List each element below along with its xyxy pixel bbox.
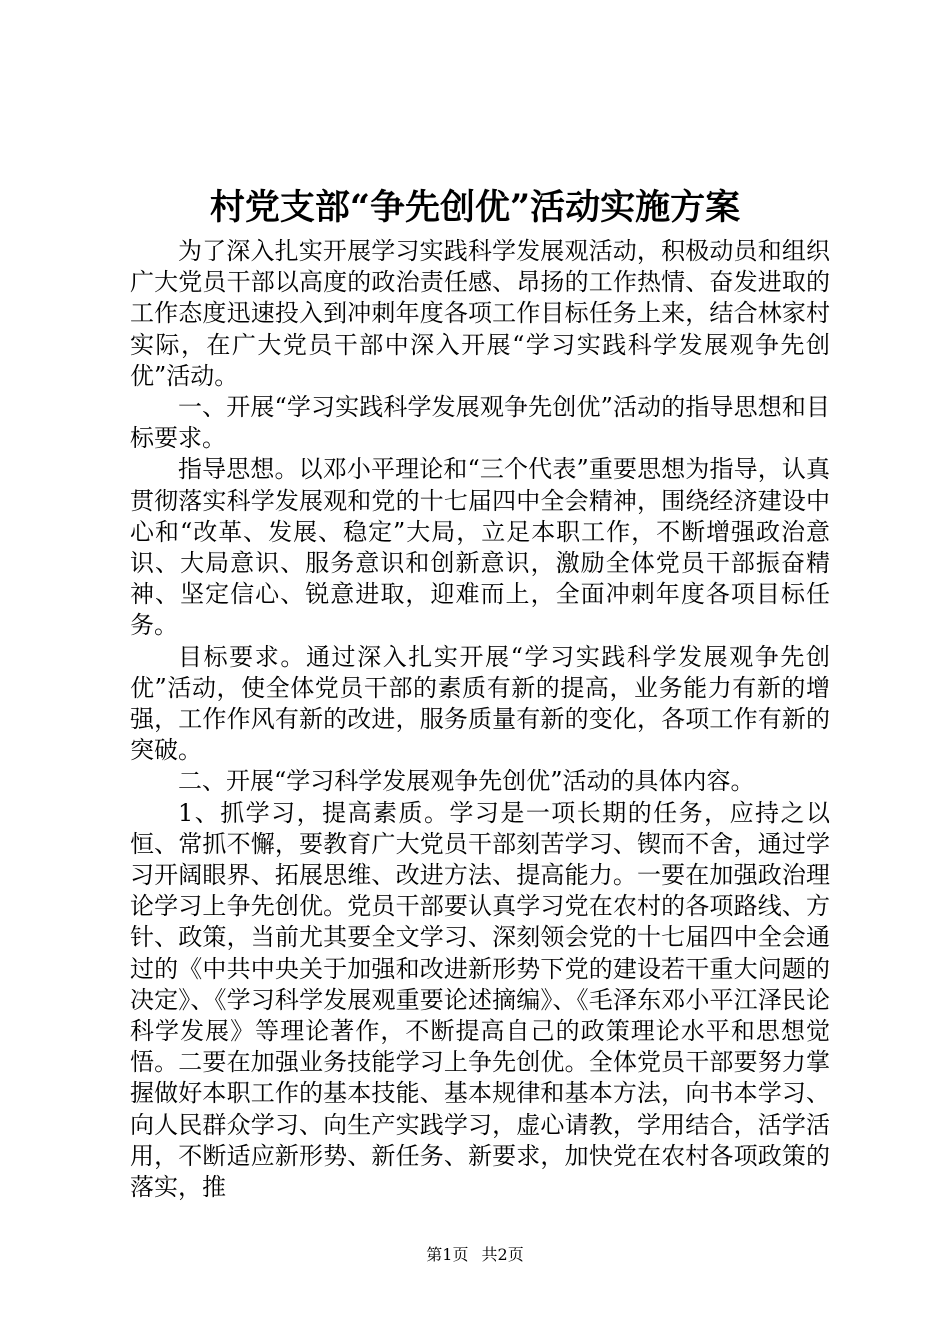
page-number: 第1页 (426, 1245, 469, 1264)
document-body (130, 236, 830, 1203)
study-paragraph: 1、抓学习，提高素质。学习是一项长期的任务，应持之以恒、常抓不懈，要教育广大党员干部刻苦学习、锲而不舍，通过学习开阔眼界、拓展思维、改进方法、提高能力。一要在加强政治理论学习上争先创优。党员干部要认真学习党在农村的各项路线、方针、政策，当前尤其要全文学习、深刻领会党的十七届四中全会通过的《中共中央关于加强和改进新形势下党的建设若干重大问题的决定》、《学习科学发展观重要论述摘编》、《毛泽东邓小平江泽民论科学发展》等理论著作，不断提高自己的政策理论水平和思想觉悟。二要在加强业务技能学习上争先创优。全体党员干部要努力掌握做好本职工作的基本技能、基本规律和基本方法，向书本学习、向人民群众学习、向生产实践学习，虚心请教，学用结合，活学活用，不断适应新形势、新任务、新要求，加快党在农村各项政策的落实，推 (130, 798, 830, 1202)
guiding-ideology-paragraph: 指导思想。以邓小平理论和“三个代表”重要思想为指导，认真贯彻落实科学发展观和党的十七届四中全会精神，围绕经济建设中心和“改革、发展、稳定”大局，立足本职工作，不断增强政治意识、大局意识、服务意识和创新意识，激励全体党员干部振奋精神、坚定信心、锐意进取，迎难而上，全面冲刺年度各项目标任务。 (130, 455, 830, 640)
page-footer (0, 1244, 950, 1266)
section-heading-2: 二、开展“学习科学发展观争先创优”活动的具体内容。 (178, 767, 755, 796)
document-title: 村党支部“争先创优”活动实施方案 (209, 187, 741, 228)
section-heading-1: 一、开展“学习实践科学发展观争先创优”活动的指导思想和目标要求。 (130, 393, 830, 453)
page-total: 共2页 (481, 1245, 524, 1264)
intro-paragraph: 为了深入扎实开展学习实践科学发展观活动，积极动员和组织广大党员干部以高度的政治责任感、昂扬的工作热情、奋发进取的工作态度迅速投入到冲刺年度各项工作目标任务上来，结合林家村实际，在广大党员干部中深入开展“学习实践科学发展观争先创优”活动。 (130, 237, 830, 390)
objectives-paragraph: 目标要求。通过深入扎实开展“学习实践科学发展观争先创优”活动，使全体党员干部的素质有新的提高，业务能力有新的增强，工作作风有新的改进，服务质量有新的变化，各项工作有新的突破。 (130, 642, 830, 765)
